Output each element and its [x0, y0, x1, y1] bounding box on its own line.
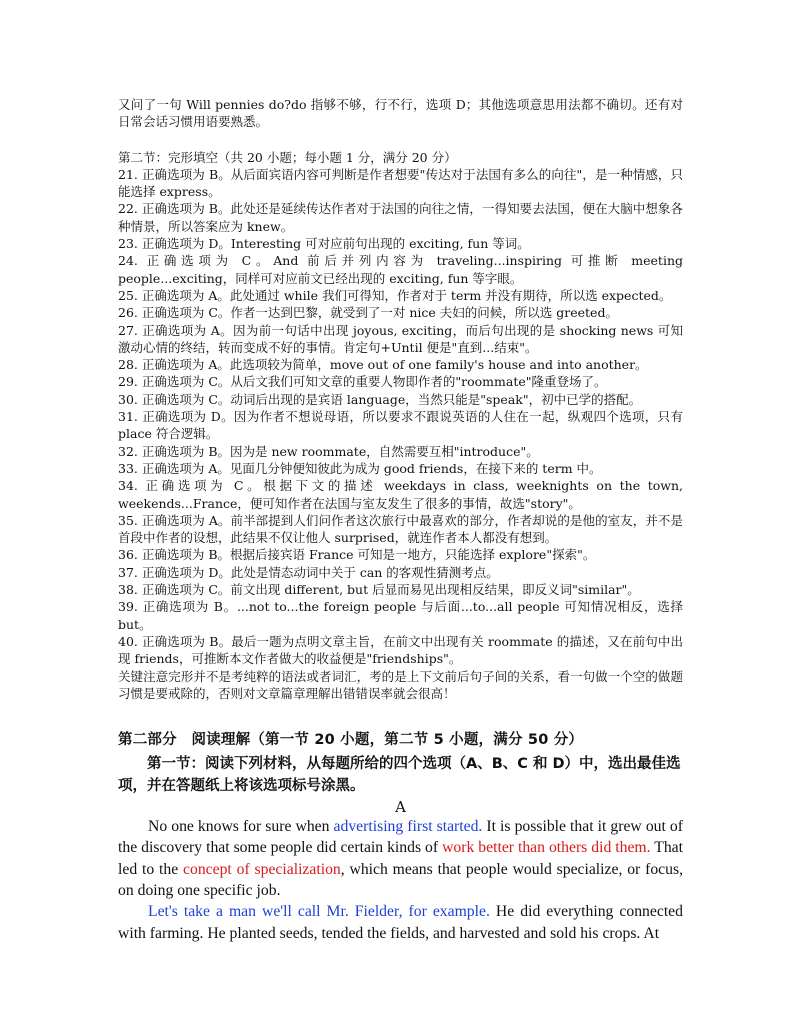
answer-item: 30. 正确选项为 C。动词后出现的是宾语 language，当然只能是"speak"，初中已学的搭配。 [118, 391, 642, 407]
part-title: 第二部分 阅读理解（第一节 20 小题，第二节 5 小题，满分 50 分） [118, 732, 584, 749]
answer-item: 29. 正确选项为 C。从后文我们可知文章的重要人物即作者的"roommate"隆重登场了。 [118, 374, 607, 390]
answer-item: 24. 正确选项为 C。And 前后并列内容为 traveling...inspiring 可推断 meeting people...exciting，同样可对应前文已经出现的 exciting, fun 等字眼。 [118, 253, 683, 286]
passage-paragraph-1 [118, 816, 683, 901]
document-page [118, 96, 683, 944]
answer-item: 23. 正确选项为 D。Interesting 可对应前句出现的 exciting, fun 等词。 [118, 236, 530, 252]
answer-item: 26. 正确选项为 C。作者一达到巴黎，就受到了一对 nice 夫妇的问候，所以选 greeted。 [118, 305, 618, 321]
passage-text: That led to the [118, 839, 683, 878]
passage-text: It is possible that it grew out of the discovery that some people did certain kinds of [118, 818, 683, 857]
passage-text: He did everything connected with farming. He planted seeds, tended the fields, and harvested and sold his crops. At [118, 903, 683, 942]
answer-item: 25. 正确选项为 A。此处通过 while 我们可得知，作者对于 term 并没有期待，所以选 expected。 [118, 287, 672, 303]
answer-item: 21. 正确选项为 B。从后面宾语内容可判断是作者想要"传达对于法国有多么的向往"，是一种情感，只能选择 express。 [118, 166, 683, 200]
intro-paragraph: 又问了一句 Will pennies do?do 指够不够，行不行，选项 D；其他选项意思用法都不确切。还有对日常会话习惯用语要熟悉。 [118, 97, 683, 130]
answer-item: 37. 正确选项为 D。此处是情态动词中关于 can 的客观性猜测考点。 [118, 564, 499, 580]
answer-item: 33. 正确选项为 A。见面几分钟便知彼此为成为 good friends，在接下来的 term 中。 [118, 460, 602, 476]
answer-item: 22. 正确选项为 B。此处还是延续传达作者对于法国的向往之情，一得知要去法国，便在大脑中想象各种情景，所以答案应为 knew。 [118, 201, 683, 234]
answer-item: 40. 正确选项为 B。最后一题为点明文章主旨，在前文中出现有关 roommate 的描述，又在前句中出现 friends，可推断本文作者做大的收益便是"friendships"。 [118, 633, 683, 667]
answer-item: 32. 正确选项为 B。因为是 new roommate，自然需要互相"introduce"。 [118, 443, 539, 459]
part-subtitle: 第一节：阅读下列材料，从每题所给的四个选项（A、B、C 和 D）中，选出最佳选项，并在答题纸上将该选项标号涂黑。 [118, 756, 681, 795]
key-note: 关键注意完形并不是考纯粹的语法或者词汇，考的是上下文前后句子间的关系，看一句做一个空的做题习惯是要戒除的，否则对文章篇章理解出错错误率就会很高！ [118, 668, 683, 701]
passage-label: A [395, 798, 406, 817]
passage-paragraph-2 [118, 901, 683, 944]
passage-text: No one knows for sure when [148, 818, 334, 836]
highlight-red: work better than others did them. [442, 839, 651, 857]
answer-item: 36. 正确选项为 B。根据后接宾语 France 可知是一地方，只能选择 explore"探索"。 [118, 547, 596, 563]
answer-item: 28. 正确选项为 A。此选项较为简单，move out of one family's house and into another。 [118, 357, 648, 373]
passage-text: , which means that people would specialize, or focus, on doing one specific job. [118, 860, 683, 899]
answer-item: 27. 正确选项为 A。因为前一句话中出现 joyous, exciting，而后句出现的是 shocking news 可知激动心情的终结，转而变成不好的事情。肯定句+Until 便是"直到...结束"。 [118, 322, 683, 355]
answer-list [118, 166, 683, 668]
answer-item: 31. 正确选项为 D。因为作者不想说母语，所以要求不跟说英语的人住在一起，纵观四个选项，只有 place 符合逻辑。 [118, 409, 683, 442]
section-heading: 第二节：完形填空（共 20 小题；每小题 1 分，满分 20 分） [118, 149, 457, 165]
highlight-blue: Let's take a man we'll call Mr. Fielder, for example. [148, 903, 490, 921]
highlight-blue: advertising first started. [333, 818, 483, 836]
answer-item: 39. 正确选项为 B。...not to...the foreign people 与后面...to...all people 可知情况相反，选择 but。 [118, 599, 683, 632]
highlight-red: concept of specialization [183, 860, 341, 878]
answer-item: 34. 正确选项为 C。根据下文的描述 weekdays in class, weeknights on the town, weekends...France，便可知作者在法国与室友发生了很多的事情，故选"story"。 [118, 478, 683, 511]
answer-item: 35. 正确选项为 A。前半部提到人们问作者这次旅行中最喜欢的部分，作者却说的是他的室友，并不是首段中作者的设想，此结果不仅让他人 surprised，就连作者本人都没有想到。 [118, 512, 683, 546]
answer-item: 38. 正确选项为 C。前文出现 different, but 后显而易见出现相反结果，即反义词"similar"。 [118, 582, 640, 598]
